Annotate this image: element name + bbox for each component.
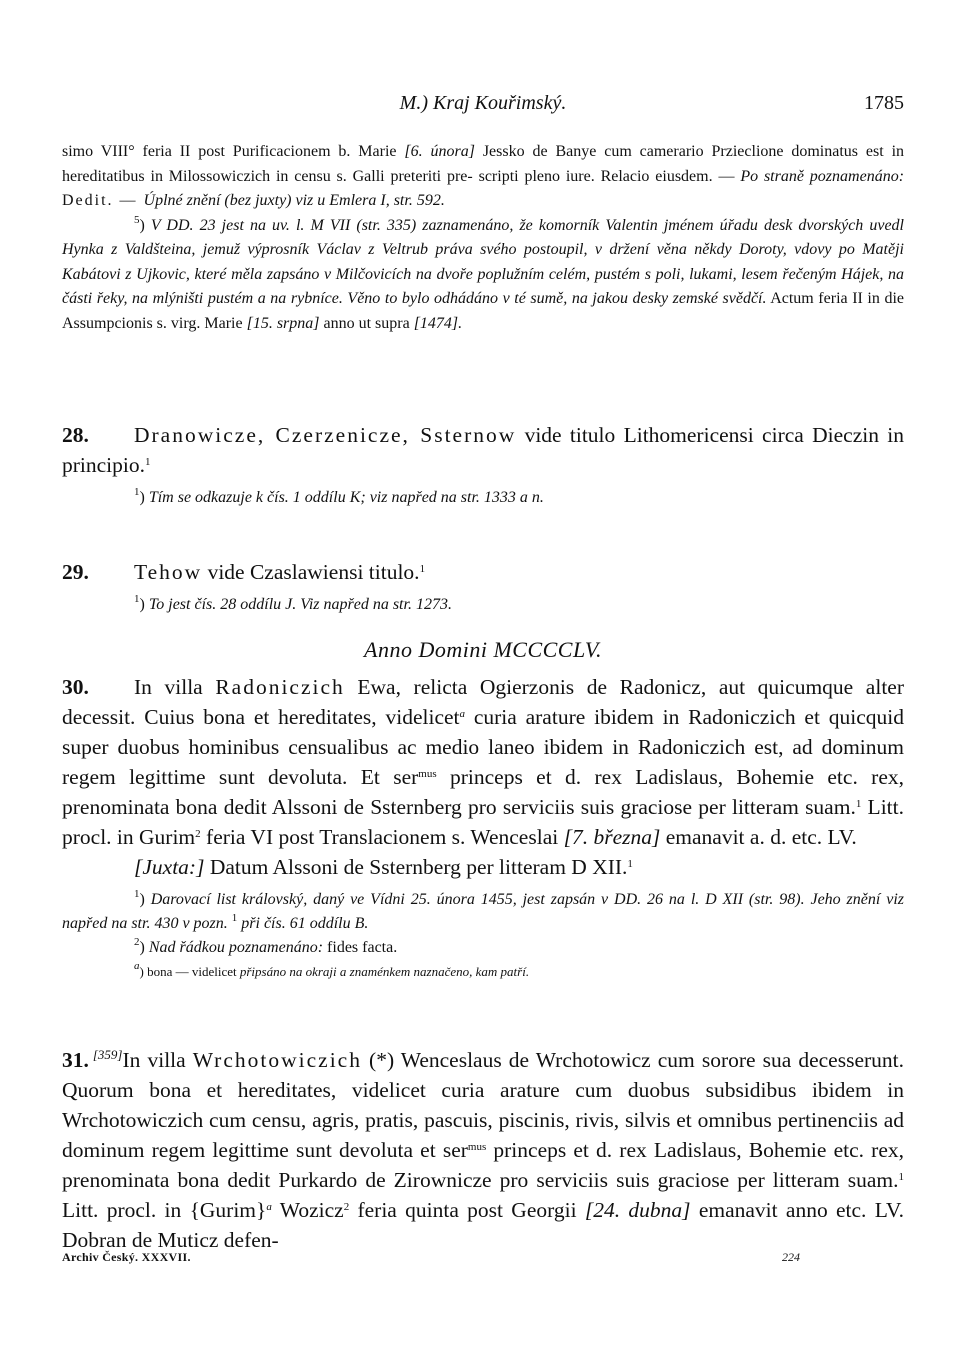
- footnote-30-a: $^a$) bona — videlicet připsáno na okraji a znaménkem naznačeno, kam patří.: [134, 960, 530, 979]
- place-names: Dranowicze, Czerzenicze, Ssternow: [134, 423, 517, 447]
- place-name: Wrchotowiczich: [192, 1048, 362, 1072]
- place-name: Tehow: [134, 560, 203, 584]
- footnote-28-1: $^1$) Tím se odkazuje k čís. 1 oddílu K; viz napřed na str. 1333 a n.: [134, 486, 544, 506]
- entry-number: 30.: [62, 675, 89, 699]
- juxta-line: [Juxta:] Datum Alssoni de Ssternberg per litteram D XII.$^1$: [134, 855, 633, 879]
- entry-text: 28. Dranowicze, Czerzenicze, Ssternow vide titulo Lithomericensi circa Dieczin in principio.$^1$: [62, 420, 904, 480]
- entry-number: 31.: [62, 1048, 89, 1072]
- entry-29: [62, 557, 904, 617]
- entry-number: 28.: [62, 423, 89, 447]
- footnote-30-2: $^2$) Nad řádkou poznamenáno: fides facta.: [134, 936, 398, 956]
- place-name: Radoniczich: [215, 675, 345, 699]
- entry-text: 29. Tehow vide Czaslawiensi titulo.$^1$: [62, 557, 904, 587]
- page-footer: [62, 1250, 904, 1270]
- note-line: simo VIII° feria II post Purificacionem b. Marie [6. února] Jessko de Banye cum camerario Przieclione dominatus est in hereditatibus in Milossowiczich in censu s. Galli preteriti pre- scripti pleno iure. Relacio eiusdem. — Po straně poznamenáno: Dedit. — Úplné znění (bez juxty) viz u Emlera I, str. 592.: [62, 143, 905, 209]
- footnote-29-1: $^1$) To jest čís. 28 oddílu J. Viz napřed na str. 1273.: [134, 593, 452, 613]
- footnote-continuation: [62, 140, 904, 336]
- entry-28: [62, 420, 904, 510]
- source-page-mark: [359]: [92, 1047, 123, 1062]
- publication-signature: Archiv Český. XXXVII.: [62, 1250, 191, 1264]
- entry-text: 31. [359]In villa Wrchotowiczich (*) Wenceslaus de Wrchotowicz cum sorore sua decesserunt. Quorum bona et hereditates, videlicet curia arature cum duobus subsidibus ibidem in Wrchotowiczich cum censu, agris, pratis, pascuis, piscinis, rivis, silvis et omnibus pertinenciis ad dominum regem legittime sunt devoluta et ser$^{mus}$ princeps et d. rex Ladislaus, Bohemie etc. rex, prenominata bona dedit Purkardo de Zirownicze pro serviciis suis graciose per litteram suam.$^1$ Litt. procl. in {Gurim}$^a$ Wozicz$^2$ feria quinta post Georgii [24. dubna] emanavit anno etc. LV. Dobran de Muticz defen-: [62, 1047, 905, 1252]
- running-title: M.) Kraj Kouřimský.: [399, 92, 567, 114]
- sheet-number: 224: [782, 1250, 800, 1264]
- running-head: [62, 92, 904, 122]
- entry-31: [62, 1040, 904, 1255]
- footnote-30-1: $^1$) Darovací list královský, daný ve Vídni 25. února 1455, jest zapsán v DD. 26 na l. D XII (str. 98). Jeho znění viz napřed na str. 430 v pozn. $^1$ při čís. 61 oddílu B.: [62, 888, 904, 932]
- entry-text: 30. In villa Radoniczich Ewa, relicta Ogierzonis de Radonicz, aut quicumque alter decessit. Cuius bona et hereditates, videlicet$^a$ curia arature ibidem in Radoniczich et quicquid super duobus hominibus censualibus ac medio laneo ibidem in Radoniczich est, ad dominum regem legittime sunt devoluta. Et ser$^{mus}$ princeps et d. rex Ladislaus, Bohemie etc. rex, prenominata bona dedit Alssoni de Ssternberg pro serviciis suis graciose per litteram suam.$^1$ Litt. procl. in Gurim$^2$ feria VI post Translacionem s. Wenceslai [7. března] emanavit a. d. etc. LV.: [62, 672, 904, 852]
- entry-30: [62, 672, 904, 984]
- page-number: 1785: [864, 92, 904, 114]
- entry-number: 29.: [62, 560, 89, 584]
- year-heading: Anno Domini MCCCCLV.: [364, 637, 602, 662]
- footnote-5: $^5$) V DD. 23 jest na uv. l. M VII (str. 335) zaznamenáno, že komorník Valentin jménem úřadu desk dvorských uvedl Hynka z Valdšteina, jemuž výprosník Václav z Veltrub práva svého postoupil, v držení věna někdy Doroty, vdovy po Matěji Kabátovi z Ujkovic, které měla zapsáno v Milčovicích na dvoře poplužním celém, pustém s poli, lukami, lesem řečeným Hájek, na části řeky, na mlýništi pustém a na rybníce. Věno to bylo odhádáno v té sumě, na jakou desky zemské svědčí. Actum feria II in die Assumpcionis s. virg. Marie [15. srpna] anno ut supra [1474].: [62, 213, 905, 332]
